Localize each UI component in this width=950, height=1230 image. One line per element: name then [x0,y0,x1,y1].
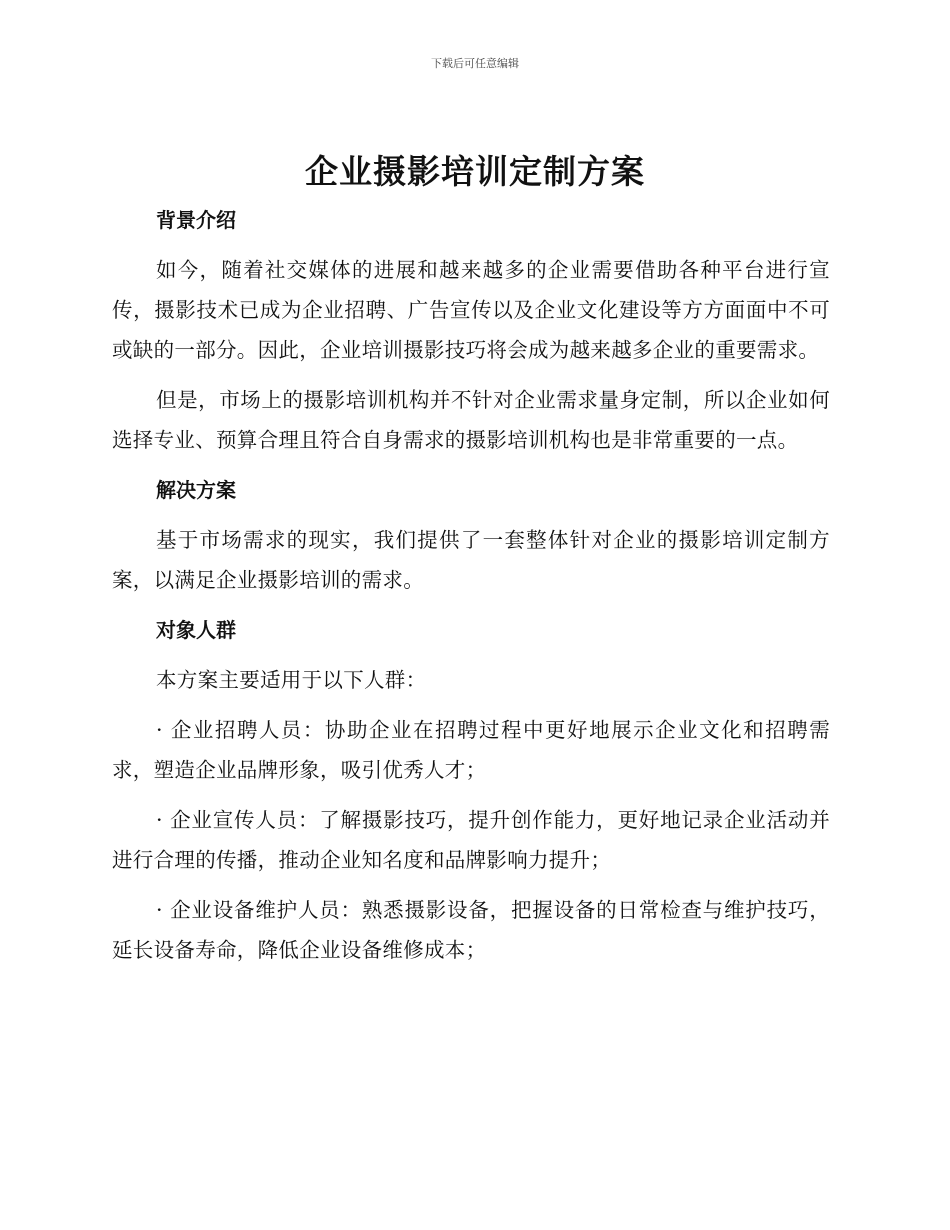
list-item-audience-maintenance: · 企业设备维护人员：熟悉摄影设备，把握设备的日常检查与维护技巧，延长设备寿命，降低企业设备维修成本； [112,898,830,962]
section-heading-audience: 对象人群 [156,618,236,642]
page-header-note: 下载后可任意编辑 [431,57,519,70]
section-heading-background: 背景介绍 [156,208,236,232]
paragraph-background-2: 但是，市场上的摄影培训机构并不针对企业需求量身定制，所以企业如何选择专业、预算合理且符合自身需求的摄影培训机构也是非常重要的一点。 [112,388,830,452]
list-item-audience-recruiting: · 企业招聘人员：协助企业在招聘过程中更好地展示企业文化和招聘需求，塑造企业品牌形象，吸引优秀人才； [112,718,830,782]
section-heading-solution: 解决方案 [156,478,236,502]
paragraph-audience-intro: 本方案主要适用于以下人群： [156,668,427,692]
paragraph-background-1: 如今，随着社交媒体的进展和越来越多的企业需要借助各种平台进行宣传，摄影技术已成为企业招聘、广告宣传以及企业文化建设等方方面面中不可或缺的一部分。因此，企业培训摄影技巧将会成为越来越多企业的重要需求。 [112,258,830,362]
document-title: 企业摄影培训定制方案 [305,152,645,191]
document-body [112,200,830,980]
paragraph-solution-1: 基于市场需求的现实，我们提供了一套整体针对企业的摄影培训定制方案，以满足企业摄影培训的需求。 [112,528,830,592]
list-item-audience-publicity: · 企业宣传人员：了解摄影技巧，提升创作能力，更好地记录企业活动并进行合理的传播，推动企业知名度和品牌影响力提升； [112,808,830,872]
